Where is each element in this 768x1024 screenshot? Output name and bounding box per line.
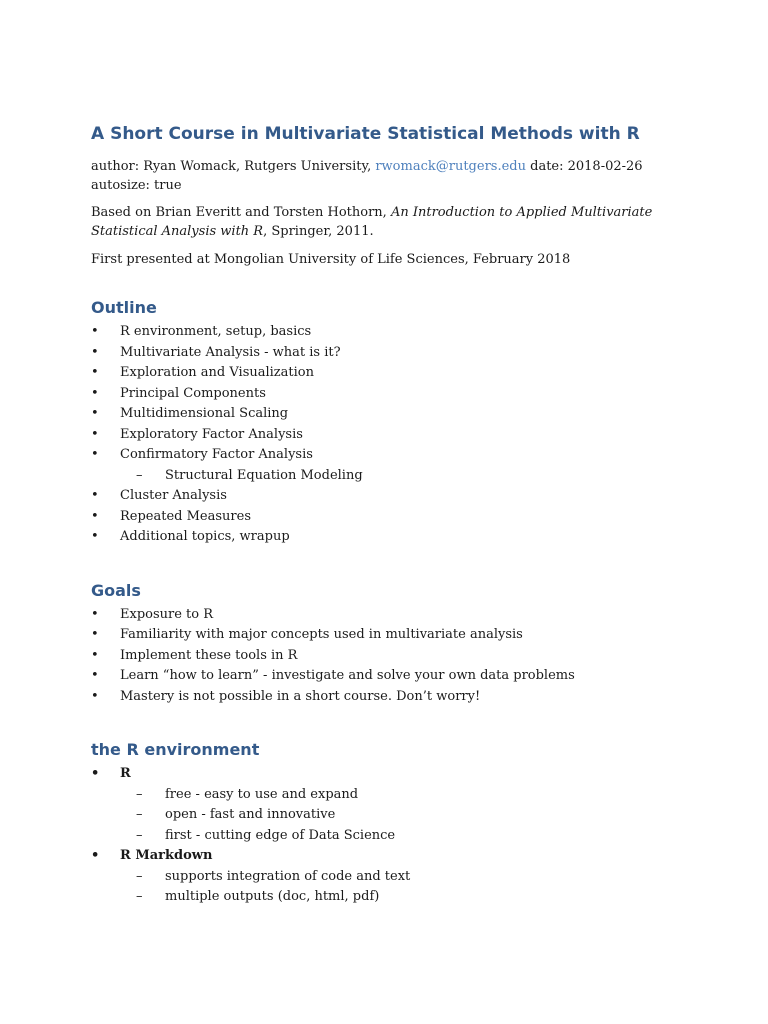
bullet-icon: • — [91, 344, 99, 360]
list-item-label: Mastery is not possible in a short course. Don’t worry! — [120, 688, 481, 704]
bullet-icon: • — [91, 365, 99, 380]
list-item-label: Structural Equation Modeling — [165, 467, 363, 483]
bullet-icon: • — [91, 766, 100, 781]
list-item-label: R — [120, 766, 131, 781]
list-item-label: supports integration of code and text — [165, 868, 411, 884]
r-environment-list — [91, 764, 691, 908]
based-on-prefix: Based on Brian Everitt and Torsten Hothorn, — [91, 205, 391, 220]
dash-icon: – — [136, 467, 143, 483]
list-item-label: Exploration and Visualization — [120, 365, 314, 380]
bullet-icon: • — [91, 529, 99, 544]
autosize-text: autosize: true — [91, 178, 182, 193]
sub-list-item — [91, 805, 691, 826]
list-item — [91, 527, 691, 548]
bullet-icon: • — [91, 606, 99, 622]
document-page — [91, 124, 691, 938]
date-text: date: 2018-02-26 — [525, 159, 643, 174]
bullet-icon: • — [91, 426, 99, 442]
list-item — [91, 666, 691, 687]
email-link[interactable]: rwomack@rutgers.edu — [375, 159, 526, 174]
list-item-label: open - fast and innovative — [165, 807, 336, 822]
list-item — [91, 846, 691, 867]
bullet-icon: • — [91, 848, 100, 863]
list-item-label: Multidimensional Scaling — [120, 406, 289, 421]
list-item — [91, 646, 691, 667]
list-item — [91, 425, 691, 446]
bullet-icon: • — [91, 647, 99, 663]
dash-icon: – — [136, 868, 143, 884]
list-item-label: Learn “how to learn” - investigate and solve your own data problems — [120, 668, 575, 683]
bullet-icon: • — [91, 688, 99, 704]
list-item — [91, 445, 691, 466]
dash-icon: – — [136, 889, 143, 904]
bullet-icon: • — [91, 488, 99, 503]
r-environment-heading: the R environment — [91, 740, 260, 759]
list-item — [91, 605, 691, 626]
author-text: author: Ryan Womack, Rutgers University, — [91, 159, 376, 174]
goals-heading: Goals — [91, 580, 141, 600]
goals-list — [91, 605, 691, 708]
list-item — [91, 343, 691, 364]
book-title: An Introduction to Applied Multivariate Statistical Analysis with R — [91, 205, 653, 239]
list-item — [91, 404, 691, 425]
bullet-icon: • — [91, 668, 99, 683]
list-item — [91, 687, 691, 708]
bullet-icon: • — [91, 447, 99, 462]
list-item-label: Confirmatory Factor Analysis — [120, 447, 313, 462]
list-item-label: Exploratory Factor Analysis — [120, 426, 303, 442]
outline-section — [91, 295, 691, 548]
list-item-label: Multivariate Analysis - what is it? — [120, 344, 341, 360]
list-item-label: Implement these tools in R — [120, 647, 298, 663]
sub-list-item — [91, 826, 691, 847]
bullet-icon: • — [91, 508, 99, 524]
sub-list-item — [91, 785, 691, 806]
sub-list-item — [91, 867, 691, 888]
list-item — [91, 507, 691, 528]
bullet-icon: • — [91, 406, 99, 421]
document-title: A Short Course in Multivariate Statistical Methods with R — [91, 124, 640, 144]
list-item-label: Repeated Measures — [120, 508, 251, 524]
list-item-label: R Markdown — [120, 848, 213, 863]
list-item-label: Familiarity with major concepts used in multivariate analysis — [120, 627, 523, 642]
list-item — [91, 363, 691, 384]
list-item-label: Principal Components — [120, 385, 266, 401]
list-item — [91, 764, 691, 785]
author-line — [91, 157, 691, 195]
first-presented-paragraph: First presented at Mongolian University of Life Sciences, February 2018 — [91, 252, 571, 267]
list-item-label: multiple outputs (doc, html, pdf) — [165, 889, 380, 904]
list-item — [91, 486, 691, 507]
outline-list — [91, 322, 691, 548]
list-item — [91, 625, 691, 646]
based-on-suffix: , Springer, 2011. — [263, 224, 374, 239]
goals-section — [91, 578, 691, 708]
list-item-label: Additional topics, wrapup — [120, 529, 290, 544]
list-item-label: Exposure to R — [120, 606, 214, 622]
list-item — [91, 322, 691, 343]
list-item — [91, 384, 691, 405]
based-on-paragraph — [91, 203, 691, 241]
dash-icon: – — [136, 786, 143, 802]
r-environment-section — [91, 737, 691, 908]
sub-list-item — [91, 466, 691, 487]
dash-icon: – — [136, 807, 143, 822]
list-item-label: free - easy to use and expand — [165, 786, 359, 802]
bullet-icon: • — [91, 627, 99, 642]
bullet-icon: • — [91, 385, 99, 401]
outline-heading: Outline — [91, 298, 157, 317]
list-item-label: R environment, setup, basics — [120, 324, 312, 339]
list-item-label: first - cutting edge of Data Science — [165, 827, 396, 843]
dash-icon: – — [136, 827, 143, 843]
list-item-label: Cluster Analysis — [120, 488, 227, 503]
bullet-icon: • — [91, 324, 99, 339]
sub-list-item — [91, 887, 691, 908]
